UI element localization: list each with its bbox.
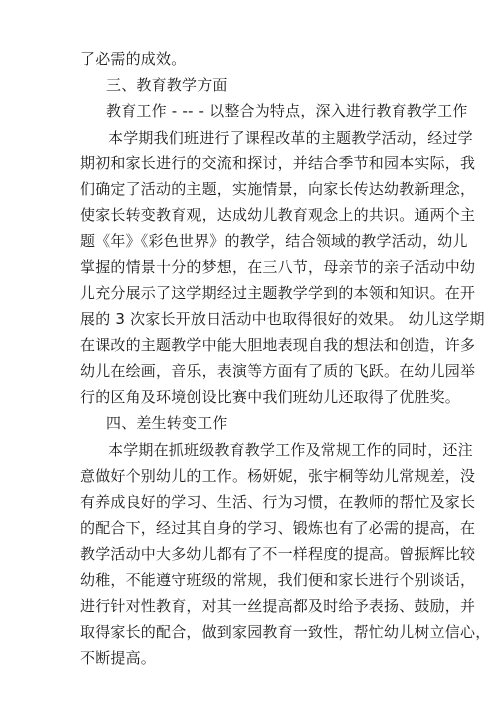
text-line: 不断提高。 xyxy=(80,649,157,667)
text-line: 本学期我们班进行了课程改革的主题教学活动，经过学 xyxy=(108,129,473,147)
text-line: 掌握的情景十分的梦想，在三八节，母亲节的亲子活动中幼 xyxy=(80,258,476,276)
text-line: 们确定了活动的主题，实施情景，向家长传达幼教新理念， xyxy=(80,180,476,198)
text-line: 的配合下，经过其自身的学习、锻炼也有了必需的提高，在 xyxy=(80,519,476,537)
text-line: 使家长转变教育观，达成幼儿教育观念上的共识。通两个主 xyxy=(80,206,476,224)
text-line: 行的区角及环境创设比赛中我们班幼儿还取得了优胜奖。 xyxy=(80,388,461,406)
text-line: 展的 3 次家长开放日活动中也取得很好的效果。 幼儿这学期 xyxy=(80,310,485,328)
text-line: 在课改的主题教学中能大胆地表现自我的想法和创造，许多 xyxy=(80,336,476,354)
section-heading: 三、教育教学方面 xyxy=(106,76,228,94)
text-line: 意做好个别幼儿的工作。杨妍妮，张宇桐等幼儿常规差，没 xyxy=(80,467,476,485)
text-line: 本学期在抓班级教育教学工作及常规工作的同时，还注 xyxy=(108,441,473,459)
text-line: 有养成良好的学习、生活、行为习惯，在教师的帮忙及家长 xyxy=(80,493,476,511)
text-line: 幼稚，不能遵守班级的常规，我们便和家长进行个别谈话， xyxy=(80,571,476,589)
section-heading: 四、差生转变工作 xyxy=(106,414,228,432)
subsection-heading: 教育工作 - -- - 以整合为特点，深入进行教育教学工作 xyxy=(106,102,468,120)
text-line: 幼儿在绘画，音乐，表演等方面有了质的飞跃。在幼儿园举 xyxy=(80,362,476,380)
text-line: 题《年》《彩色世界》的教学，结合领域的教学活动，幼儿 xyxy=(80,232,468,250)
text-line: 期初和家长进行的交流和探讨，并结合季节和园本实际，我 xyxy=(80,154,476,172)
text-line: 教学活动中大多幼儿都有了不一样程度的提高。曾振辉比较 xyxy=(80,545,476,563)
text-line: 进行针对性教育，对其一丝提高都及时给予表扬、鼓励，并 xyxy=(80,597,476,615)
text-line: 儿充分展示了这学期经过主题教学学到的本领和知识。在开 xyxy=(80,284,476,302)
text-line: 取得家长的配合，做到家园教育一致性，帮忙幼儿树立信心， xyxy=(80,623,491,641)
text-line: 了必需的成效。 xyxy=(80,50,187,68)
